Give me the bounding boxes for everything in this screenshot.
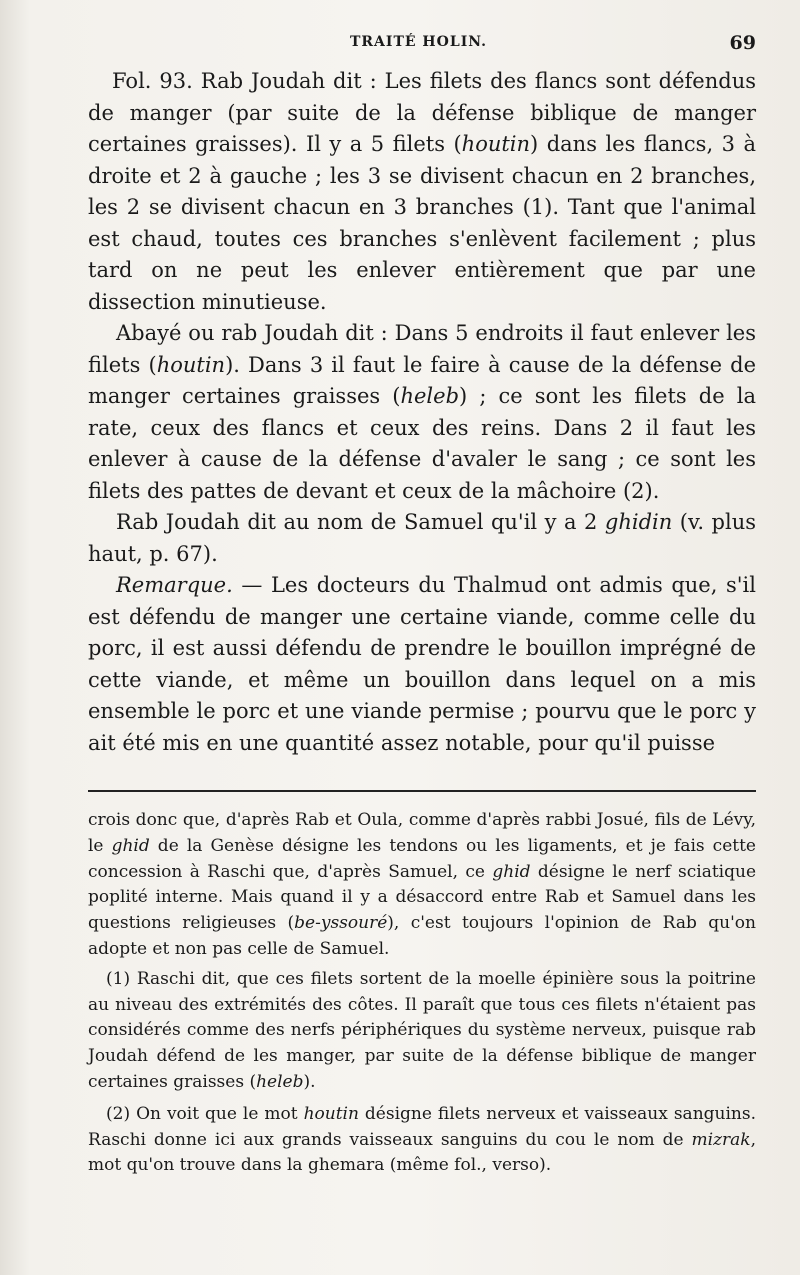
footnote-continuation: [88, 808, 756, 963]
text-run: ).: [303, 1071, 316, 1092]
italic-term: houtin: [156, 352, 226, 377]
italic-term: ghidin: [604, 510, 673, 534]
text-run: (1) Raschi dit, que ces filets sortent de la moelle épinière sous la poitrine au niveau des extrémités des côtes. Il paraît que tous ces filets n'étaient pas considérés comme des nerfs périphériques du système nerveux, puisque rab Joudah défend de les manger, par suite de la défense biblique de manger certaines graisses (: [88, 968, 756, 1092]
main-text: [88, 66, 756, 759]
text-run: , mot qu'on trouve dans la ghemara (même fol., verso).: [88, 1129, 756, 1176]
italic-term: ghid: [492, 861, 531, 882]
paragraph-fol-93: [88, 66, 756, 318]
text-run: ), c'est toujours l'opinion de Rab qu'on adopte et non pas celle de Samuel.: [88, 913, 756, 959]
italic-term: heleb: [256, 1071, 304, 1092]
italic-term: houtin: [461, 132, 531, 156]
paragraph-rab-joudah: [88, 507, 756, 570]
paragraph-abaye: [88, 318, 756, 507]
text-run: désigne le nerf sciatique poplité interne. Mais quand il y a désaccord entre Rab et Samuel dans les questions religieuses (: [88, 861, 757, 934]
text-run: désigne filets nerveux et vaisseaux sanguins. Raschi donne ici aux grands vaisseaux sanguins du cou le nom de: [88, 1103, 756, 1150]
running-head: TRAITÉ HOLIN.: [350, 34, 488, 50]
text-run: Fol. 93. Rab Joudah dit : Les filets des flancs sont défendus de manger (par suite de la défense biblique de manger certaines graisses). Il y a 5 filets (: [88, 69, 756, 156]
text-run: ). Dans 3 il faut le faire à cause de la défense de manger certaines graisses (: [88, 352, 756, 408]
footnote-separator: [88, 790, 756, 792]
italic-term: mizrak: [691, 1129, 751, 1150]
italic-term: be-yssouré: [294, 913, 388, 934]
text-run: ) ; ce sont les filets de la rate, ceux des flancs et ceux des reins. Dans 2 il faut les enlever à cause de la défense d'avaler le sang ; ce sont les filets des pattes de devant et ceux de la mâchoire (2).: [88, 384, 756, 503]
page-number: 69: [729, 32, 756, 54]
italic-term: ghid: [111, 835, 150, 856]
page-header: [88, 32, 758, 60]
italic-term: heleb: [400, 384, 460, 408]
footnote-1: [88, 967, 756, 1096]
footnote-2: [88, 1102, 756, 1179]
italic-term: houtin: [303, 1103, 359, 1124]
paragraph-remarque: [88, 570, 756, 759]
text-run: — Les docteurs du Thalmud ont admis que, s'il est défendu de manger une certaine viande, comme celle du porc, il est aussi défendu de prendre le bouillon imprégné de cette viande, et même un bouillon dans lequel on a mis ensemble le porc et une viande permise ; pourvu que le porc y ait été mis en une quantité assez notable, pour qu'il puisse: [88, 573, 756, 755]
text-run: Abayé ou rab Joudah dit : Dans 5 endroits il faut enlever les filets (: [88, 321, 756, 377]
text-run: de la Genèse désigne les tendons ou les ligaments, et je fais cette concession à Raschi que, d'après Samuel, ce: [88, 835, 756, 882]
text-run: (v. plus haut, p. 67).: [88, 510, 756, 566]
text-run: (2) On voit que le mot: [106, 1103, 304, 1124]
text-run: crois donc que, d'après Rab et Oula, comme d'après rabbi Josué, fils de Lévy, le: [88, 810, 756, 856]
footnotes: [88, 808, 756, 1185]
text-run: Rab Joudah dit au nom de Samuel qu'il y a 2: [116, 510, 605, 534]
text-run: ) dans les flancs, 3 à droite et 2 à gauche ; les 3 se divisent chacun en 2 branches, les 2 se divisent chacun en 3 branches (1). Tant que l'animal est chaud, toutes ces branches s'enlèvent facilement ; plus tard on ne peut les enlever entièrement que par une dissection minutieuse.: [88, 132, 756, 314]
italic-term: Remarque.: [116, 573, 233, 597]
